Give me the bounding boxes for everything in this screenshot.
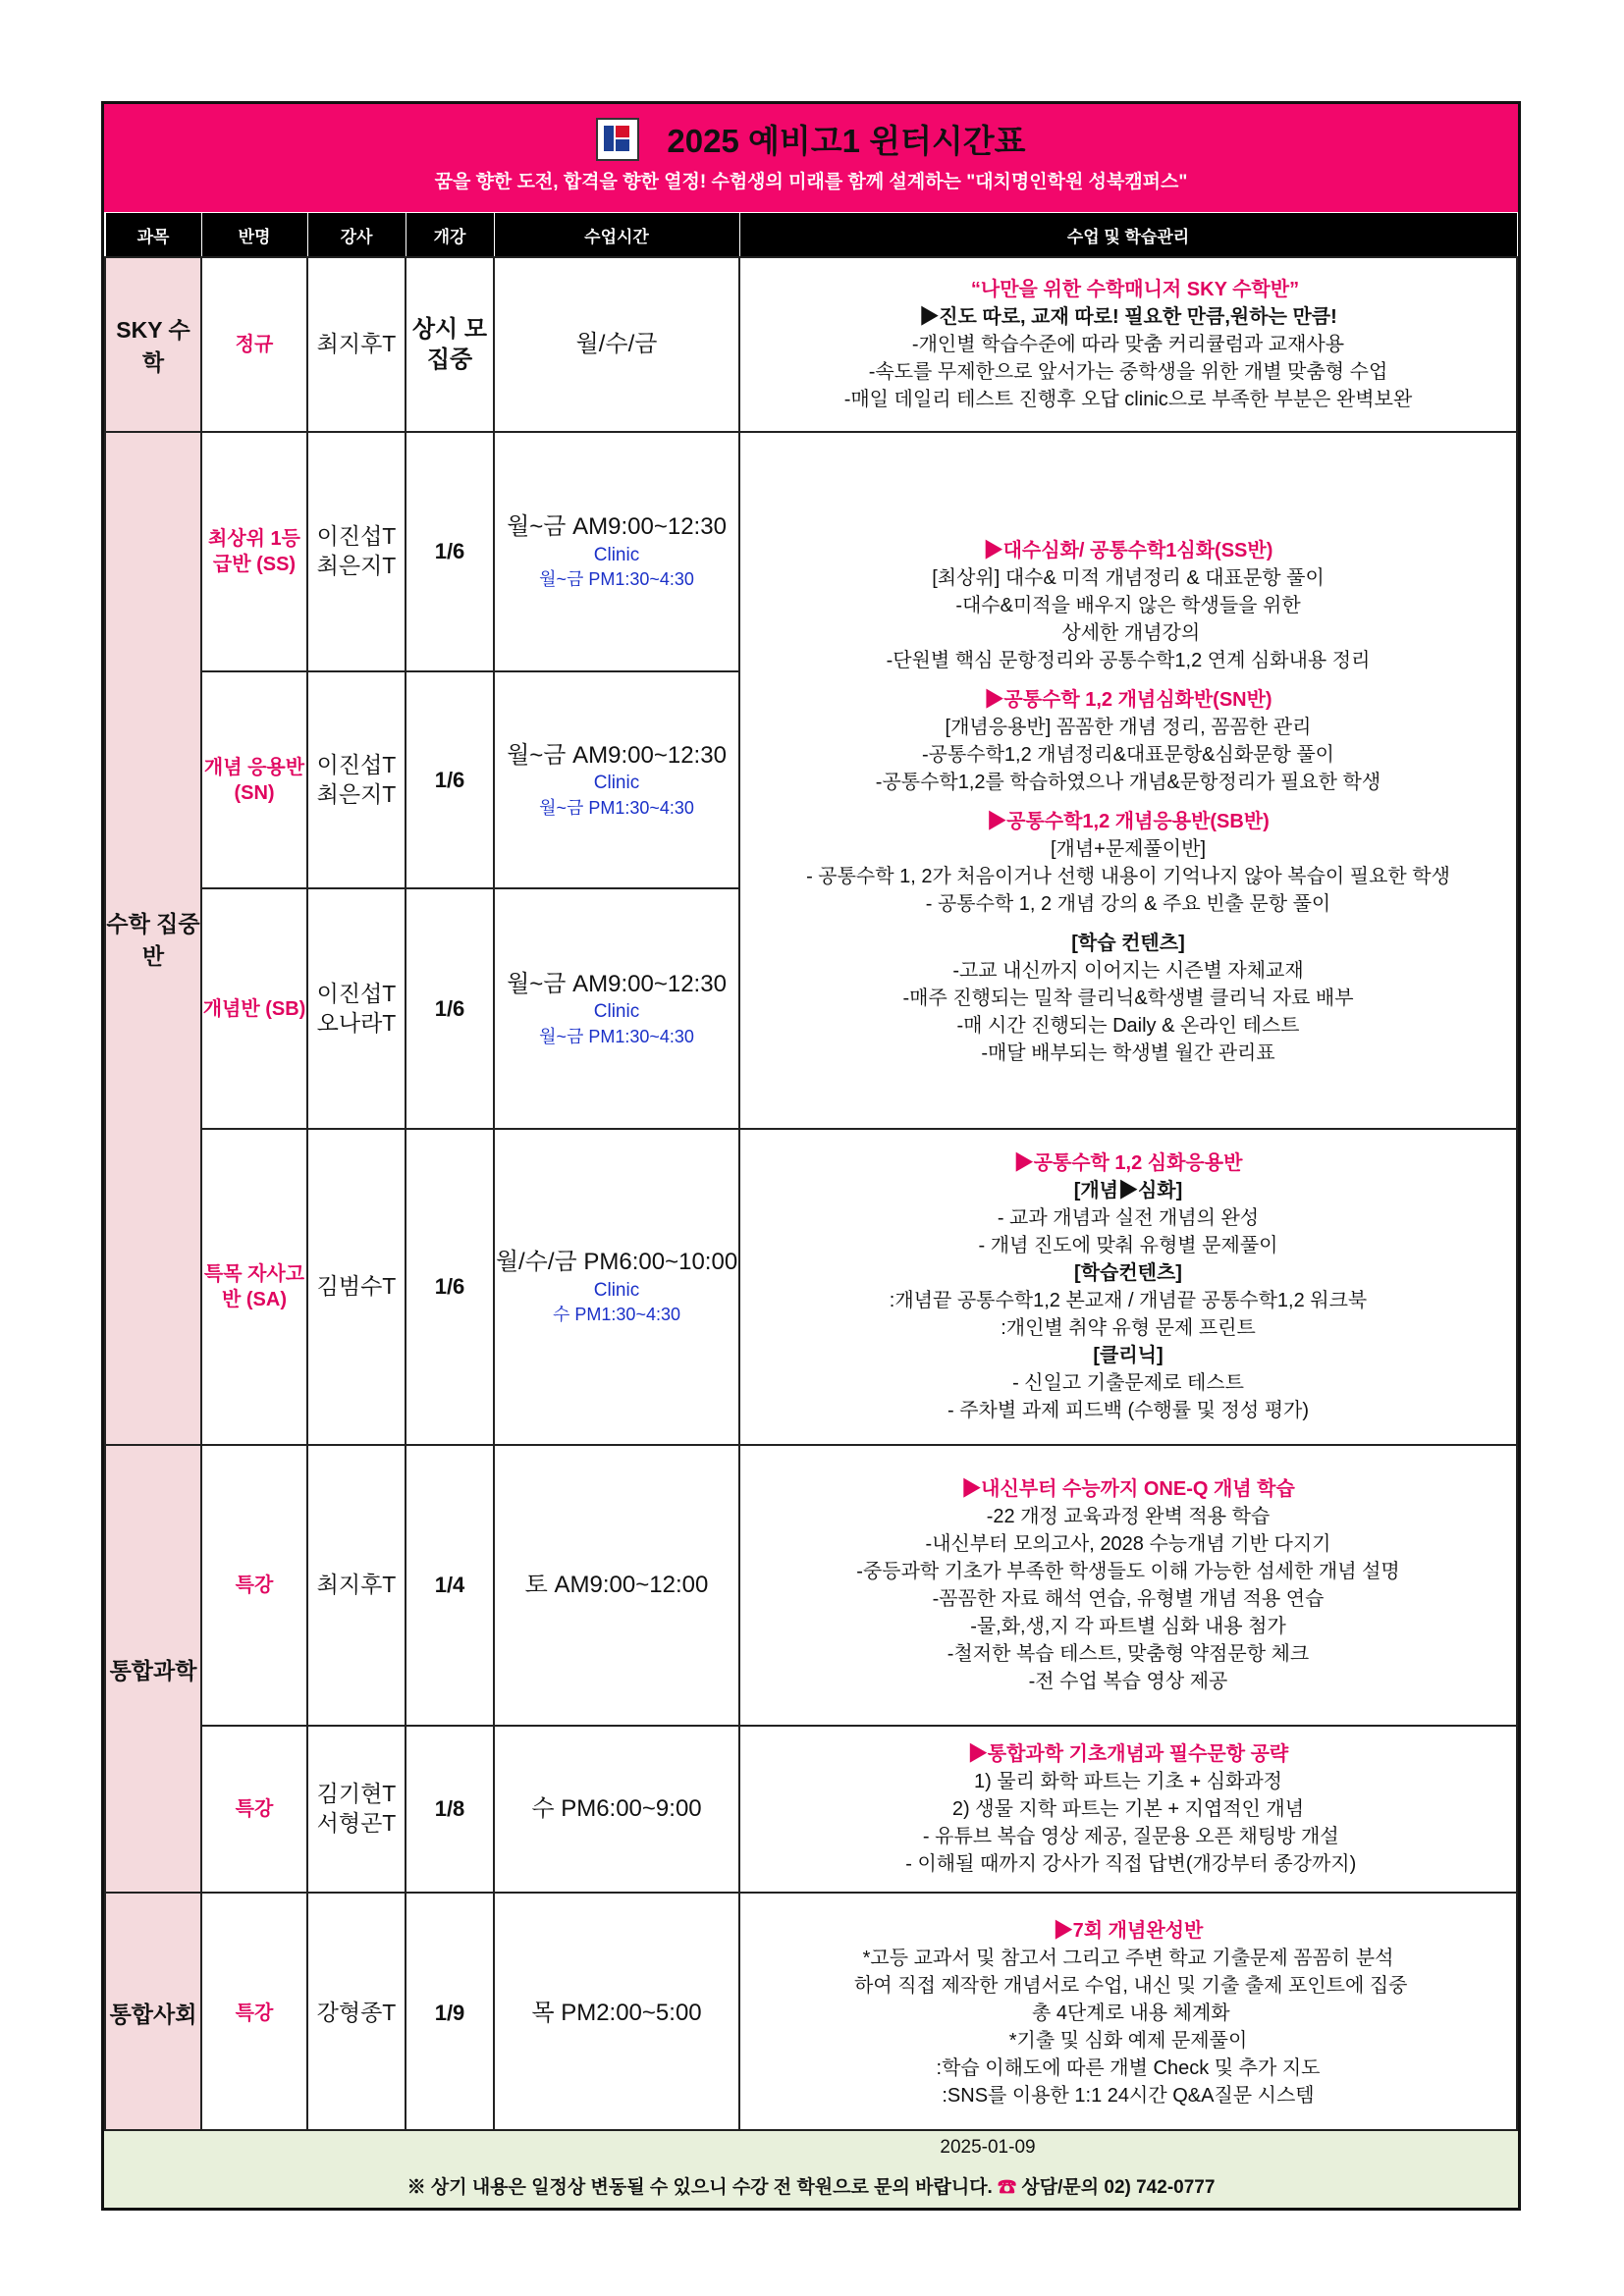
desc-line: -꼼꼼한 자료 해석 연습, 유형별 개념 적용 연습 xyxy=(932,1588,1325,1610)
class-name: 특강 xyxy=(201,1445,307,1726)
desc-line: - 개념 진도에 맞춰 유형별 문제풀이 xyxy=(978,1235,1278,1256)
desc-line: -물,화,생,지 각 파트별 심화 내용 첨가 xyxy=(970,1616,1286,1637)
desc-line: - 이해될 때까지 강사가 직접 답변(개강부터 종강까지) xyxy=(899,1853,1357,1875)
col-header-teacher: 강사 xyxy=(307,213,406,258)
time-text: 월~금 AM9:00~12:30 xyxy=(507,970,727,997)
open-date: 1/9 xyxy=(406,1893,494,2133)
subject-science: 통합과학 xyxy=(105,1445,201,1893)
desc-line: :개인별 취약 유형 문제 프린트 xyxy=(1001,1317,1256,1339)
desc-heading: “나만을 위한 수학매니저 SKY 수학반” xyxy=(970,279,1300,300)
class-description xyxy=(739,1129,1517,1445)
table-row xyxy=(105,1726,1517,1893)
clinic-label: Clinic xyxy=(593,773,640,794)
class-time xyxy=(494,671,739,888)
desc-heading: ▶대수심화/ 공통수학1심화(SS반) xyxy=(983,540,1273,561)
desc-line: :SNS를 이용한 1:1 24시간 Q&A질문 시스템 xyxy=(942,2084,1315,2107)
subject-sky: SKY 수학 xyxy=(105,257,201,432)
timetable-sheet xyxy=(101,101,1521,2211)
col-header-class: 반명 xyxy=(201,213,307,258)
col-header-open: 개강 xyxy=(406,213,494,258)
desc-heading: ▶통합과학 기초개념과 필수문항 공략 xyxy=(967,1743,1289,1765)
time-text: 월/수/금 PM6:00~10:00 xyxy=(495,1249,738,1276)
class-name: 특강 xyxy=(201,1893,307,2133)
class-name: 개념반 (SB) xyxy=(201,888,307,1129)
desc-line: - 주차별 과제 피드백 (수행률 및 정성 평가) xyxy=(947,1400,1309,1421)
desc-line: :개념끝 공통수학1,2 본교재 / 개념끝 공통수학1,2 워크북 xyxy=(889,1290,1368,1311)
col-header-time: 수업시간 xyxy=(494,213,739,258)
clinic-time: 월~금 PM1:30~4:30 xyxy=(539,569,694,590)
class-time: 토 AM9:00~12:00 xyxy=(494,1445,739,1726)
table-row xyxy=(105,257,1517,432)
class-name: 특강 xyxy=(201,1726,307,1893)
class-description xyxy=(739,1445,1517,1726)
footer-note-row xyxy=(104,2172,1518,2199)
desc-heading: ▶공통수학 1,2 심화응용반 xyxy=(1013,1152,1243,1174)
subject-social: 통합사회 xyxy=(105,1893,201,2133)
subject-math: 수학 집중반 xyxy=(105,432,201,1445)
desc-line: -내신부터 모의고사, 2028 수능개념 기반 다지기 xyxy=(925,1533,1331,1555)
footer xyxy=(104,2129,1518,2208)
desc-line: -매주 진행되는 밀착 클리닉&학생별 클리닉 자료 배부 xyxy=(902,988,1354,1009)
teacher-name: 이진섭T 오나라T xyxy=(307,888,406,1129)
class-time: 목 PM2:00~5:00 xyxy=(494,1893,739,2133)
teacher-name: 최지후T xyxy=(307,257,406,432)
col-header-subject: 과목 xyxy=(105,213,201,258)
desc-line: 2) 생물 지학 파트는 기본 + 지엽적인 개념 xyxy=(951,1798,1305,1820)
open-date: 상시 모집중 xyxy=(406,257,494,432)
class-name: 최상위 1등급반 (SS) xyxy=(201,432,307,671)
desc-line: - 공통수학 1, 2가 처음이거나 선행 내용이 기억나지 않아 복습이 필요한 학생 xyxy=(806,866,1450,887)
desc-line: 총 4단계로 내용 체계화 xyxy=(1026,2002,1230,2024)
desc-line: *고등 교과서 및 참고서 그리고 주변 학교 기출문제 꼼꼼히 분석 xyxy=(862,1947,1394,1969)
desc-line: -단원별 핵심 문항정리와 공통수학1,2 연계 심화내용 정리 xyxy=(886,650,1371,671)
class-time xyxy=(494,1129,739,1445)
desc-line: -22 개정 교육과정 완벽 적용 학습 xyxy=(986,1506,1271,1527)
class-time: 월/수/금 xyxy=(494,257,739,432)
footer-note: ※ 상기 내용은 일정상 변동될 수 있으니 수강 전 학원으로 문의 바랍니다. xyxy=(406,2177,993,2198)
desc-line: [개념+문제풀이반] xyxy=(1050,838,1207,860)
desc-line: - 유튜브 복습 영상 제공, 질문용 오픈 채팅방 개설 xyxy=(917,1826,1339,1847)
desc-subheading: [개념▶심화] xyxy=(1073,1180,1183,1201)
table-header-row xyxy=(105,213,1517,258)
desc-line: -속도를 무제한으로 앞서가는 중학생을 위한 개별 맞춤형 수업 xyxy=(868,361,1388,383)
desc-line: -공통수학1,2 개념정리&대표문항&심화문항 풀이 xyxy=(921,744,1334,766)
table-row xyxy=(105,1129,1517,1445)
class-name: 특목 자사고반 (SA) xyxy=(201,1129,307,1445)
open-date: 1/6 xyxy=(406,432,494,671)
desc-heading: ▶내신부터 수능까지 ONE-Q 개념 학습 xyxy=(961,1478,1295,1500)
desc-line: *기출 및 심화 예제 문제풀이 xyxy=(1008,2029,1248,2052)
issue-date: 2025-01-09 xyxy=(940,2137,1036,2158)
teacher-name: 김범수T xyxy=(307,1129,406,1445)
page-subtitle: 꿈을 향한 도전, 합격을 향한 열정! 수험생의 미래를 함께 설계하는 "대치명인학원 성북캠퍼스" xyxy=(434,172,1188,192)
open-date: 1/6 xyxy=(406,1129,494,1445)
teacher-name: 강형종T xyxy=(307,1893,406,2133)
desc-line: 상세한 개념강의 xyxy=(1056,622,1201,644)
desc-line: - 공통수학 1, 2 개념 강의 & 주요 빈출 문항 풀이 xyxy=(925,893,1331,915)
time-text: 월~금 AM9:00~12:30 xyxy=(507,741,727,769)
desc-subheading: [학습 컨텐츠] xyxy=(1071,933,1185,954)
desc-line: [개념응용반] 꼼꼼한 개념 정리, 꼼꼼한 관리 xyxy=(945,717,1312,738)
desc-line: ▶진도 따로, 교재 따로! 필요한 만큼,원하는 만큼! xyxy=(919,306,1337,328)
class-description xyxy=(739,1726,1517,1893)
desc-line: [최상위] 대수& 미적 개념정리 & 대표문항 풀이 xyxy=(932,567,1325,589)
footer-contact: 상담/문의 02) 742-0777 xyxy=(1021,2177,1216,2198)
page-title: 2025 예비고1 윈터시간표 xyxy=(667,123,1026,159)
teacher-name: 최지후T xyxy=(307,1445,406,1726)
desc-line: -공통수학1,2를 학습하였으나 개념&문항정리가 필요한 학생 xyxy=(875,772,1381,793)
desc-line: 1) 물리 화학 파트는 기초 + 심화과정 xyxy=(974,1771,1282,1792)
teacher-name: 이진섭T 최은지T xyxy=(307,671,406,888)
clinic-label: Clinic xyxy=(593,1279,640,1301)
clinic-time: 월~금 PM1:30~4:30 xyxy=(539,797,694,818)
class-name: 정규 xyxy=(201,257,307,432)
desc-line: -개인별 학습수준에 따라 맞춤 커리큘럼과 교재사용 xyxy=(911,334,1345,355)
desc-line: -대수&미적을 배우지 않은 학생들을 위한 xyxy=(955,595,1301,616)
open-date: 1/4 xyxy=(406,1445,494,1726)
time-text: 월~금 AM9:00~12:30 xyxy=(507,513,727,541)
teacher-name: 김기현T 서형곤T xyxy=(307,1726,406,1893)
class-description xyxy=(739,1893,1517,2133)
table-row xyxy=(105,432,1517,671)
class-time xyxy=(494,888,739,1129)
class-description xyxy=(739,432,1517,1129)
table-row xyxy=(105,1893,1517,2133)
class-time xyxy=(494,432,739,671)
desc-heading: ▶7회 개념완성반 xyxy=(1053,1919,1204,1942)
desc-line: -중등과학 기초가 부족한 학생들도 이해 가능한 섬세한 개념 설명 xyxy=(856,1561,1400,1582)
desc-line: -매 시간 진행되는 Daily & 온라인 테스트 xyxy=(956,1015,1300,1037)
clinic-label: Clinic xyxy=(593,1001,640,1023)
open-date: 1/6 xyxy=(406,888,494,1129)
class-name: 개념 응용반 (SN) xyxy=(201,671,307,888)
desc-line: -전 수업 복습 영상 제공 xyxy=(1028,1671,1228,1692)
desc-line: - 교과 개념과 실전 개념의 완성 xyxy=(997,1207,1260,1229)
desc-line: :학습 이해도에 따른 개별 Check 및 추가 지도 xyxy=(936,2056,1321,2079)
clinic-time: 수 PM1:30~4:30 xyxy=(553,1305,680,1325)
desc-line: -철저한 복습 테스트, 맞춤형 약점문항 체크 xyxy=(947,1643,1310,1665)
clinic-label: Clinic xyxy=(593,544,640,565)
desc-line: - 신일고 기출문제로 테스트 xyxy=(1012,1372,1244,1394)
desc-line: 하여 직접 제작한 개념서로 수업, 내신 및 기출 출제 포인트에 집중 xyxy=(848,1974,1408,1997)
desc-heading: ▶공통수학 1,2 개념심화반(SN반) xyxy=(984,689,1272,711)
desc-line: -매달 배부되는 학생별 월간 관리표 xyxy=(981,1042,1275,1064)
academy-logo-icon xyxy=(596,118,639,161)
header-banner xyxy=(104,104,1518,212)
timetable xyxy=(104,212,1518,2134)
open-date: 1/6 xyxy=(406,671,494,888)
teacher-name: 이진섭T 최은지T xyxy=(307,432,406,671)
phone-icon: ☎ xyxy=(998,2177,1017,2198)
desc-heading: ▶공통수학1,2 개념응용반(SB반) xyxy=(987,811,1270,832)
desc-line: -매일 데일리 테스트 진행후 오답 clinic으로 부족한 부분은 완벽보완 xyxy=(843,389,1413,410)
clinic-time: 월~금 PM1:30~4:30 xyxy=(539,1026,694,1046)
open-date: 1/8 xyxy=(406,1726,494,1893)
page-title-row xyxy=(104,116,1518,165)
class-time: 수 PM6:00~9:00 xyxy=(494,1726,739,1893)
table-row xyxy=(105,1445,1517,1726)
desc-line: -고교 내신까지 이어지는 시즌별 자체교재 xyxy=(952,960,1304,982)
class-description xyxy=(739,257,1517,432)
col-header-desc: 수업 및 학습관리 xyxy=(739,213,1517,258)
desc-subheading: [학습컨텐츠] xyxy=(1074,1262,1182,1284)
desc-subheading: [클리닉] xyxy=(1093,1345,1164,1366)
